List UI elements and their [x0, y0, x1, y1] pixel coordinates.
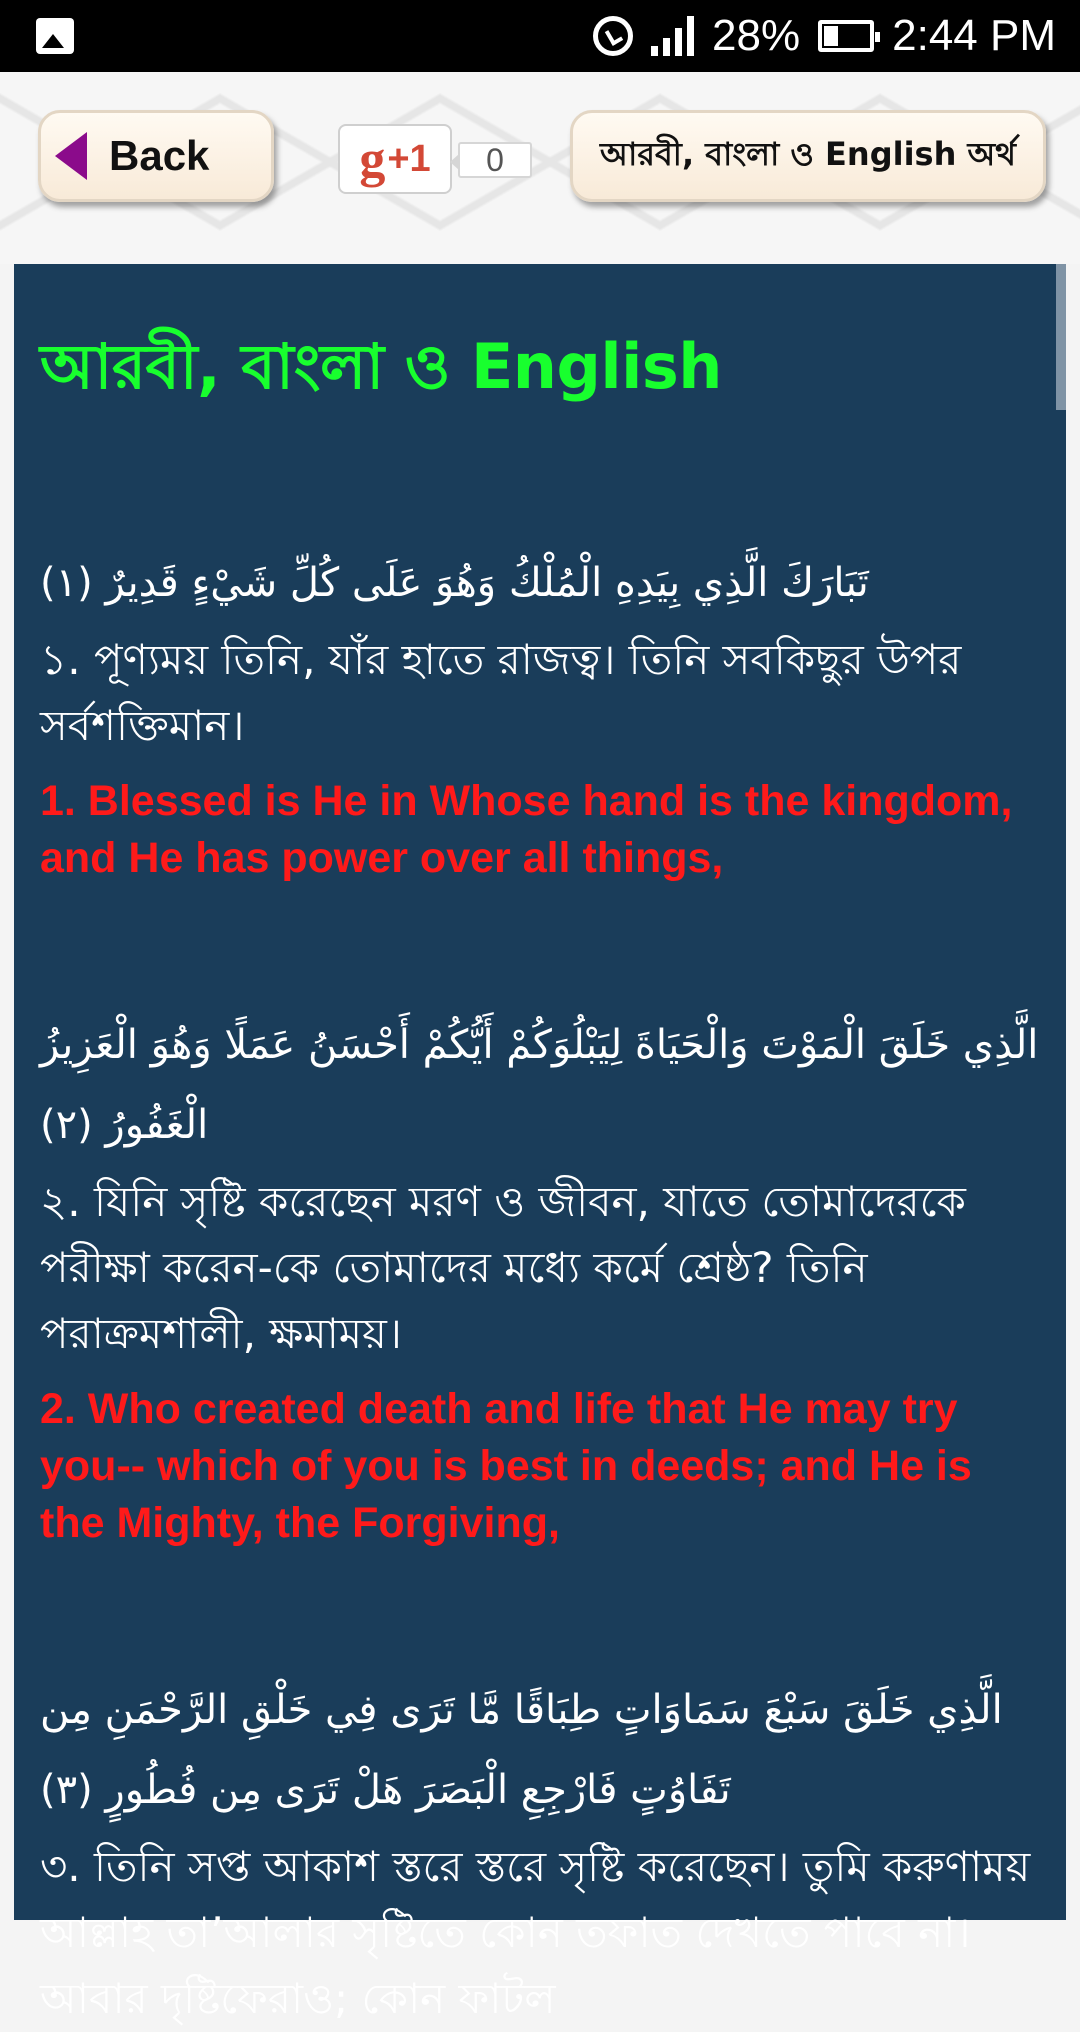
verse-block [40, 1005, 1040, 1552]
scrollbar[interactable] [1056, 264, 1066, 410]
verse-block [40, 1670, 1040, 2032]
status-bar [0, 0, 1080, 72]
signal-icon [651, 16, 694, 56]
page-title: আরবী, বাংলা ও English [40, 330, 722, 403]
back-arrow-icon [55, 132, 87, 180]
image-icon [36, 18, 74, 54]
bangla-text: ১. পূণ্যময় তিনি, যাঁর হাতে রাজত্ব। তিনি সবকিছুর উপর সর্বশক্তিমান। [40, 635, 962, 750]
header [0, 72, 1080, 264]
language-meaning-label: আরবী, বাংলা ও English অর্থ [600, 135, 1016, 173]
battery-fill [824, 26, 837, 46]
battery-percent: 28% [712, 11, 801, 60]
language-meaning-button[interactable] [570, 110, 1046, 202]
english-text: 1. Blessed is He in Whose hand is the kingdom, and He has power over all things, [40, 777, 1013, 882]
google-plus-g-icon: g [359, 130, 386, 188]
google-plus-one-label: +1 [387, 137, 431, 180]
plus-one-count: 0 [458, 142, 532, 178]
bangla-text: ২. যিনি সৃষ্টি করেছেন মরণ ও জীবন, যাতে তোমাদেরকে পরীক্ষা করেন-কে তোমাদের মধ্যে কর্মে শ্রেষ্ঠ? তিনি পরাক্রমশালী, ক্ষমাময়। [40, 1177, 966, 1358]
bangla-text: ৩. তিনি সপ্ত আকাশ স্তরে স্তরে সৃষ্টি করেছেন। তুমি করুণাময় আল্লাহ তা’আলার সৃষ্টিতে কোন তফাত দেখতে পাবে না। আবার দৃষ্টিফেরাও; কোন ফাটল [40, 1842, 1031, 2023]
arabic-text: الَّذِي خَلَقَ سَبْعَ سَمَاوَاتٍ طِبَاقًا مَّا تَرَى فِي خَلْقِ الرَّحْمَنِ مِن تَفَاوُتٍ فَارْجِعِ الْبَصَرَ هَلْ تَرَى مِن فُطُورٍ (٣) [40, 1687, 1003, 1813]
verse-content-panel[interactable] [14, 264, 1066, 2023]
english-text: 2. Who created death and life that He may try you-- which of you is best in deeds; and He is the Mighty, the Forgiving, [40, 1385, 972, 1547]
google-plus-one-button[interactable] [338, 124, 452, 194]
arabic-text: تَبَارَكَ الَّذِي بِيَدِهِ الْمُلْكُ وَهُوَ عَلَى كُلِّ شَيْءٍ قَدِيرٌ (١) [40, 560, 869, 606]
back-button[interactable] [38, 110, 274, 202]
clock: 2:44 PM [892, 11, 1056, 60]
arabic-text: الَّذِي خَلَقَ الْمَوْتَ وَالْحَيَاةَ لِيَبْلُوَكُمْ أَيُّكُمْ أَحْسَنُ عَمَلًا وَهُوَ الْعَزِيزُ الْغَفُورُ (٢) [40, 1022, 1039, 1148]
verse-block [40, 543, 1040, 887]
alarm-icon [593, 16, 633, 56]
battery-icon [818, 20, 874, 52]
back-button-label: Back [109, 132, 210, 179]
